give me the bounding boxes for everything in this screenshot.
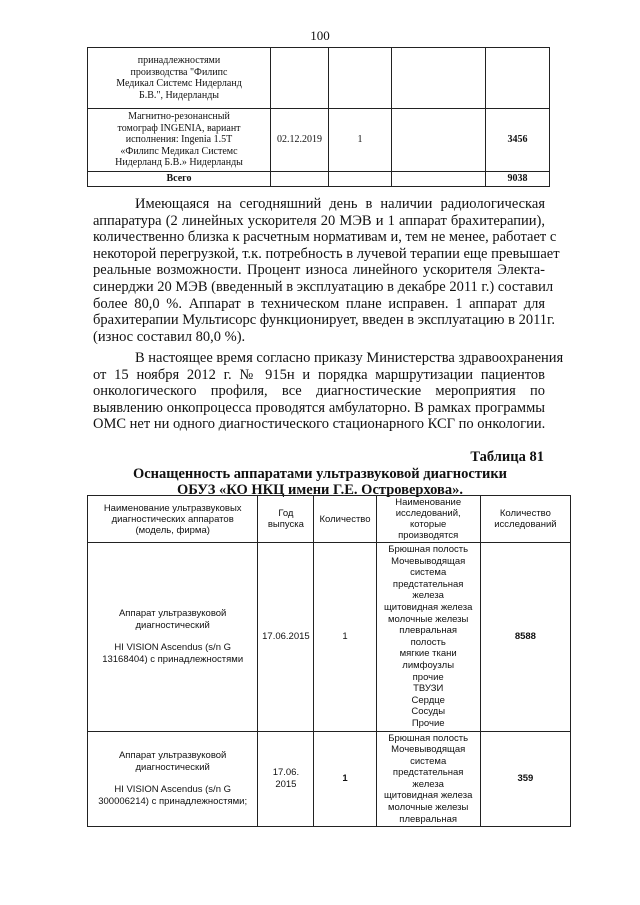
text-line: реальные возможности. Процент износа линейного ускорителя Электа- [93, 262, 545, 279]
quantity-cell: 1 [329, 109, 392, 172]
text-line: количественно близка к расчетным нормативам и, тем не менее, работает с [93, 229, 557, 246]
name-line: Магнитно-резонансный [128, 111, 230, 123]
name-line: Нидерланд Б.В.» Нидерланды [115, 157, 243, 169]
total-value: 9038 [486, 172, 550, 187]
year-cell: 17.06. 2015 [258, 731, 314, 827]
header-equipment-name: Наименование ультразвуковых диагностических аппаратов (модель, фирма) [88, 496, 258, 543]
name-line: томограф INGENIA, вариант [117, 122, 241, 134]
total-label: Всего [88, 172, 271, 187]
year-cell: 17.06.2015 [258, 543, 314, 732]
text-line: (износ составил 80,0 %). [93, 328, 246, 345]
text-line: онкологического профиля, все диагностические мероприятия по [93, 383, 545, 400]
study-count-cell: 8588 [480, 543, 570, 732]
header-study-count: Количество исследований [480, 496, 570, 543]
name-line: Медикал Системс Нидерланд [116, 78, 242, 89]
text-line: более 80,0 %. Аппарат в техническом плане исправен. 1 аппарат для [93, 295, 545, 312]
table-number: Таблица 81 [470, 449, 544, 465]
text-line: от 15 ноября 2012 г. № 915н и порядка маршрутизации пациентов [93, 366, 545, 383]
equipment-name-cell [88, 48, 271, 109]
quantity-cell: 1 [314, 731, 376, 827]
equipment-name-cell: Аппарат ультразвуковой диагностический HI VISION Ascendus (s/n G 300006214) с принадлежностями; [88, 731, 258, 827]
header-year: Год выпуска [258, 496, 314, 543]
year-cell [271, 48, 329, 109]
year-cell: 02.12.2019 [271, 109, 329, 172]
name-line: производства "Филипс [130, 66, 228, 78]
equipment-table-continued [87, 47, 550, 187]
table-row [88, 48, 550, 109]
text-line: некоторой перегрузкой, т.к. потребность в лучевой терапии еще превышает [93, 245, 560, 262]
text-line: брахитерапии Мультисорс функционирует, введен в эксплуатацию в 2011г. [93, 312, 555, 329]
blank-cell [392, 109, 486, 172]
header-quantity: Количество [314, 496, 376, 543]
name-line: исполнения: Ingenia 1.5T [125, 134, 233, 146]
studies-cell: Брюшная полость Мочевыводящая система предстательная железа щитовидная железа молочные железы плевральная полость мягкие ткани лимфоузлы прочие ТВУЗИ Сердце Сосуды Прочие [376, 543, 480, 732]
name-line: «Филипс Медикал Системс [120, 145, 238, 157]
header-studies: Наименование исследований, которые производятся [376, 496, 480, 543]
text-line: В настоящее время согласно приказу Министерства здравоохранения [135, 350, 564, 366]
paragraph-diagnostics [93, 350, 564, 433]
text-line: аппаратура (2 линейных ускорителя 20 МЭВ и 1 аппарат брахитерапии), [93, 212, 545, 229]
quantity-cell [329, 48, 392, 109]
text-line: ОМС нет ни одного диагностического стационарного КСГ по онкологии. [93, 416, 546, 433]
quantity-cell: 1 [314, 543, 376, 732]
equipment-name-cell [88, 109, 271, 172]
text-line: синерджи 20 МЭВ (введенный в эксплуатацию в декабре 2011 г.) составил [93, 278, 554, 295]
table-row [88, 109, 550, 172]
name-line: Б.В.", Нидерланды [138, 89, 220, 101]
table-subtitle: ОБУЗ «КО НКЦ имени Г.Е. Островерхова». [176, 482, 464, 498]
text-line: выявлению онкопроцесса проводятся амбулаторно. В рамках программы [93, 399, 545, 416]
study-count-cell: 359 [480, 731, 570, 827]
table-title: Оснащенность аппаратами ультразвуковой диагностики [132, 466, 508, 482]
table-row [88, 731, 571, 827]
blank-cell [392, 48, 486, 109]
studies-cell: Брюшная полость Мочевыводящая система предстательная железа щитовидная железа молочные железы плевральная [376, 731, 480, 827]
table-row [88, 543, 571, 732]
ultrasound-equipment-table [87, 495, 571, 827]
count-cell: 3456 [486, 109, 550, 172]
page-number: 100 [310, 28, 330, 43]
total-row [88, 172, 550, 187]
header-row [88, 496, 571, 543]
count-cell [486, 48, 550, 109]
text-line: Имеющаяся на сегодняшний день в наличии радиологическая [135, 196, 545, 212]
equipment-name-cell: Аппарат ультразвуковой диагностический HI VISION Ascendus (s/n G 13168404) с принадлежностями [88, 543, 258, 732]
paragraph-radiology-equipment [93, 196, 560, 345]
name-line: принадлежностями [137, 55, 221, 66]
